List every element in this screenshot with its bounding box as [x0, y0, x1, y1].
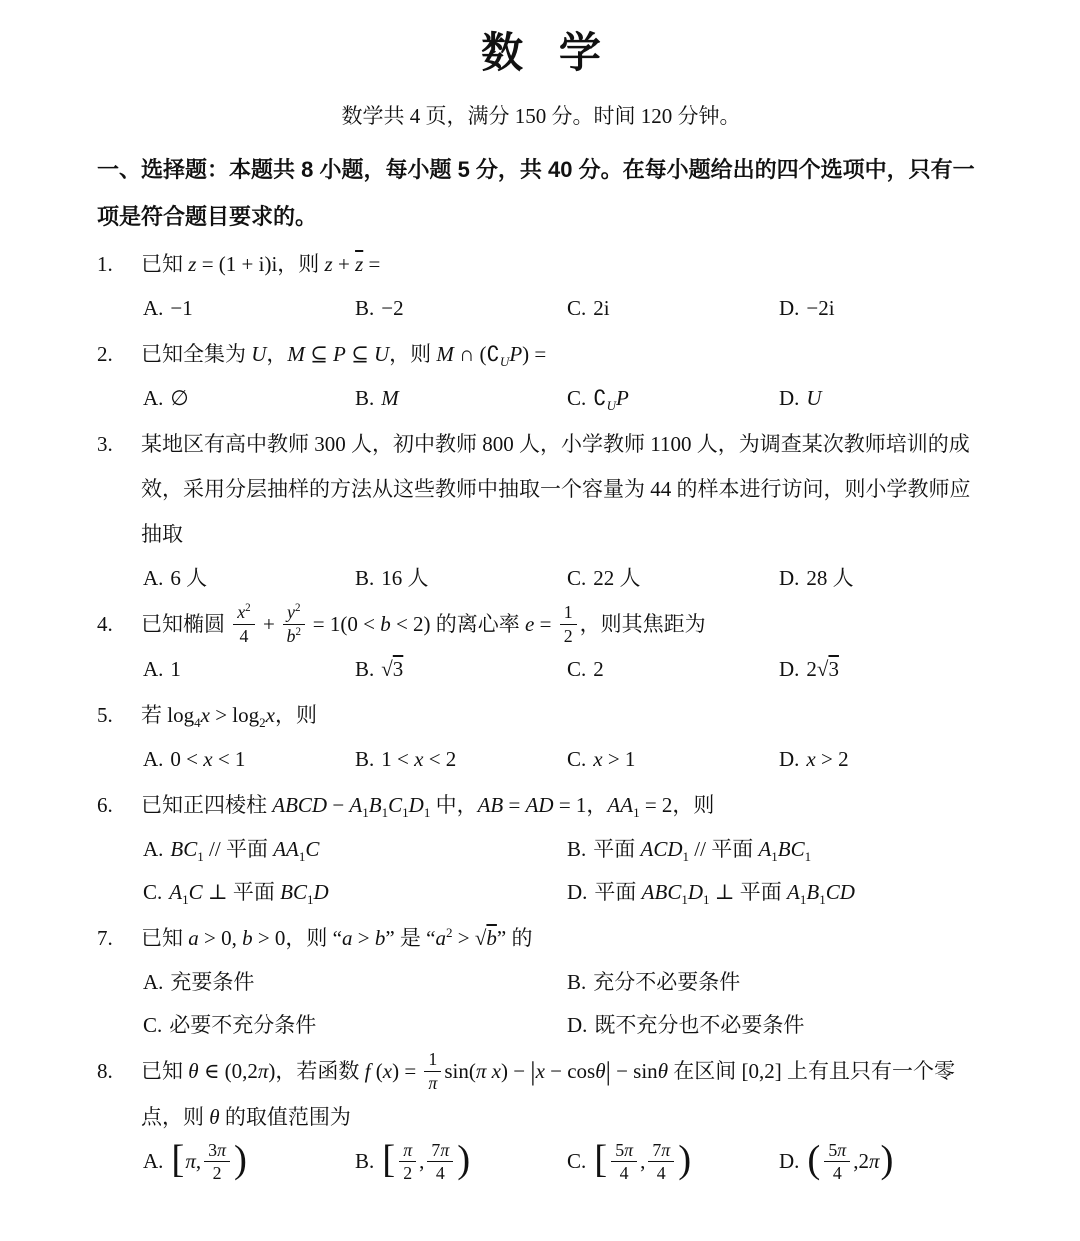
option-b: B. −2 — [355, 296, 404, 320]
option-c: C. 必要不充分条件 — [143, 1013, 317, 1038]
option-c: C. 2 — [567, 657, 604, 682]
question-options — [143, 287, 985, 330]
question-options — [143, 557, 985, 600]
option-d: D. 28 人 — [779, 566, 854, 590]
question-4 — [97, 602, 985, 691]
question-1 — [97, 242, 985, 330]
question-stem: 已知正四棱柱 ABCD − $A_1B_1C_1D_1$ 中，AB = AD = 1，$AA_1 = 2$，则 — [141, 793, 715, 821]
question-options — [143, 1140, 985, 1185]
question-options — [143, 648, 985, 691]
option-c: C. x > 1 — [567, 747, 636, 772]
page-title: 数 学 — [481, 29, 613, 76]
option-d: D. 2√3 — [779, 657, 839, 682]
option-c: C. $A_1C$ ⊥ 平面 $BC_1D$ — [143, 880, 329, 908]
page-subtitle: 数学共 4 页，满分 150 分。时间 120 分钟。 — [341, 104, 741, 128]
option-d: D. x > 2 — [779, 747, 849, 772]
option-b: B. 16 人 — [355, 566, 429, 590]
question-stem: 已知椭圆 $\frac{x^2}{4}$ + $\frac{y^2}{b^2}$ = 1(0 < b < 2) 的离心率 e = $\frac{1}{2}$ ，则其焦距为 — [141, 602, 706, 646]
question-2 — [97, 332, 985, 420]
question-number: 2. — [97, 342, 113, 366]
option-b: B. M — [355, 386, 399, 410]
option-b: B. 充分不必要条件 — [567, 970, 741, 995]
question-number: 4. — [97, 612, 113, 636]
option-a: A. −1 — [143, 296, 193, 320]
question-stem: 某地区有高中教师 300 人，初中教师 800 人，小学教师 1100 人，为调查某次教师培训的成效，采用分层抽样的方法从这些教师中抽取一个容量为 44 的样本进行访问，则小学教师应抽取 — [141, 432, 971, 546]
option-d: D. U — [779, 386, 822, 410]
option-a: A. 充要条件 — [143, 970, 255, 995]
question-number: 8. — [97, 1059, 113, 1084]
question-number: 3. — [97, 432, 113, 456]
question-stem: 已知 θ ∈ (0,2π)，若函数 f (x) = $\frac{1}{\pi}$ sin(π x) − |x − cosθ| − sinθ 在区间 [0,2] 上有且只有一个零点，则 θ 的取值范围为 — [141, 1049, 956, 1130]
question-options — [143, 961, 985, 1047]
question-6 — [97, 783, 985, 914]
question-number: 7. — [97, 926, 113, 951]
option-a: A. [π, $\frac{3\pi}{2}$ ) — [143, 1138, 247, 1184]
question-options — [143, 738, 985, 781]
option-d: D. −2i — [779, 296, 835, 320]
question-stem: 已知全集为 U，M ⊆ P ⊆ U，则 M ∩ $(∁_UP)$ = — [141, 342, 547, 370]
option-d: D. 既不充分也不必要条件 — [567, 1013, 805, 1038]
question-options — [143, 377, 985, 420]
option-c: C. $∁_UP$ — [567, 386, 629, 414]
option-a: A. 6 人 — [143, 566, 208, 590]
option-c: C. [ $\frac{5\pi}{4}$ , $\frac{7\pi}{4}$ ) — [567, 1138, 692, 1184]
option-b: B. 1 < x < 2 — [355, 747, 457, 772]
option-a: A. 1 — [143, 657, 181, 682]
option-b: B. [ $\frac{\pi}{2}$ , $\frac{7\pi}{4}$ ) — [355, 1138, 471, 1184]
question-stem: 已知 z = (1 + i)i，则 $z + \overline{z}$ = — [141, 252, 381, 276]
question-number: 6. — [97, 793, 113, 818]
question-number: 5. — [97, 703, 113, 728]
question-8 — [97, 1049, 985, 1185]
option-c: C. 2i — [567, 296, 610, 320]
question-7 — [97, 916, 985, 1047]
option-d: D. ( $\frac{5\pi}{4}$ ,2π) — [779, 1138, 894, 1184]
option-a: A. ∅ — [143, 386, 189, 410]
question-stem: 若 $\log_4x > \log_2x$，则 — [141, 703, 317, 731]
question-5 — [97, 693, 985, 781]
section-header: 一、选择题：本题共 8 小题，每小题 5 分，共 40 分。在每小题给出的四个选项中，只有一项是符合题目要求的。 — [97, 157, 975, 229]
option-d: D. 平面 $ABC_1D_1$ ⊥ 平面 $A_1B_1CD$ — [567, 880, 855, 908]
question-stem: 已知 a > 0, b > 0，则 “a > b” 是 “$a^2 > √b$” 的 — [141, 925, 533, 951]
option-b: B. √3 — [355, 657, 404, 682]
option-b: B. 平面 $ACD_1$ // 平面 $A_1BC_1$ — [567, 837, 812, 865]
question-options — [143, 828, 985, 914]
question-3 — [97, 422, 985, 600]
option-a: A. $BC_1$ // 平面 $AA_1C$ — [143, 837, 320, 865]
option-c: C. 22 人 — [567, 566, 641, 590]
option-a: A. 0 < x < 1 — [143, 747, 246, 772]
question-number: 1. — [97, 252, 113, 276]
